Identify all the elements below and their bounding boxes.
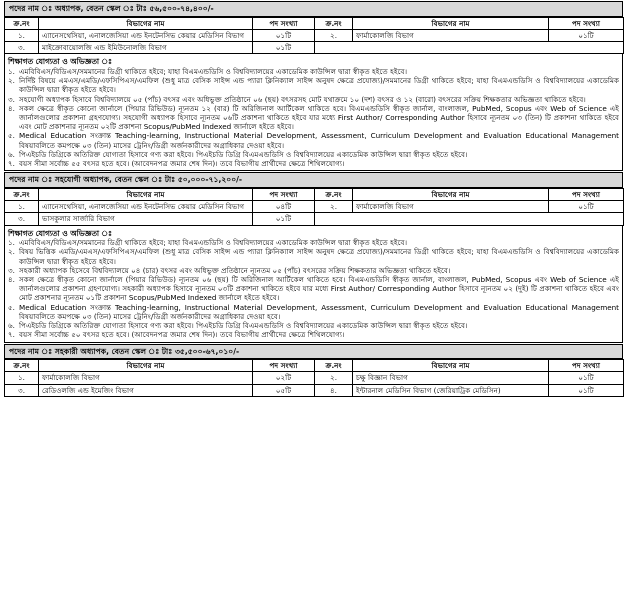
item-text: পিএইচডি ডিগ্রিকে অতিরিক্ত যোগ্যতা হিসাবে গণ্য করা হইবে। পিএইচডি ডিগ্রি বিএমএন্ডডিসি ও বিশ্ববিদ্যালয়ের একাডেমিক কাউন্সিল দ্বারা স্বীকৃত হইতে হইবে। [19, 321, 468, 331]
item-text: সকল ক্ষেত্রে স্বীকৃত কোনো জার্নালে (পিয়ার রিভিউড) ন্যূনতম ১২ (বার) টি অরিজিনাল আর্টিকেল থাকিতে হবে। বিএমএন্ডডিসি স্বীকৃত জার্নাল, বাংলাজল, PubMed, Scopus এবং Web of Science এই জার্নালগুলোর প্রকাশনা গ্রহণযোগ্য। সহযোগী অধ্যাপক হিসাবে ন্যূনতম ০৬টি প্রকাশনা থাকিতে হইবে যার মধ্যে First Author/ Corresponding Author হিসাবে ন্যূনতম ০৩ (তিন) টি প্রকাশনা থাকিতে হইবে এবং মোট প্রকাশনার ন্যূনতম ০২টি প্রকাশনা Scopus/PubMed Indexed জার্নালে হইতে হইবে। [19, 103, 619, 132]
item-text: বয়স সীমা সর্বোচ্চ ৫৫ বৎসর হতে হবে। (আবেদনপত্র জমার শেষ দিন)। তবে বিভাগীয় প্রার্থীদের ক্ষেত্রে শিথিলযোগ্য। [19, 159, 345, 169]
serial-cell: ৩. [5, 42, 39, 54]
department-cell: এ্যানেসথেসিয়া, এনালজেসিয়া এন্ড ইনটেনসিভ কেয়ার মেডিসিন বিভাগ [39, 201, 253, 213]
dept-header: বিভাগের নাম [39, 17, 253, 29]
item-text: এমবিবিএস/বিডিএস/সমমানের ডিগ্রী থাকিতে হইবে; যাহা বিএমএন্ডডিসি ও বিশ্ববিদ্যালয়ের একাডেমিক কাউন্সিল দ্বারা স্বীকৃত হইতে হইবে। [19, 238, 408, 248]
posts-header: পদ সংখ্যা [253, 17, 315, 29]
posts-header: পদ সংখ্যা [253, 360, 315, 372]
posts-cell: ০২টি [253, 372, 315, 384]
table-header-row [5, 17, 624, 29]
department-cell: রেডিওলজি এন্ড ইমেজিং বিভাগ [39, 384, 253, 396]
item-number: ৫. [8, 131, 15, 141]
posts-cell: ০৪টি [253, 201, 315, 213]
department-cell: মাইক্রোবায়োলজি এন্ড ইমিউনোলজি বিভাগ [39, 42, 253, 54]
item-text: Medical Education সংক্রান্ত Teaching-learning, Instructional Material Development, Assessment, Curriculum Development and Evaluation Educational Management বিষয়াবলিতে কমপক্ষে ০৩ (তিন) মাসের ট্রেনিং/ডিগ্রী অর্জনকারীদের অগ্রাধিকার দেওয়া হবে। [19, 302, 619, 321]
dept-header: বিভাগের নাম [353, 360, 549, 372]
sl-header: ক্র.নং [315, 188, 353, 200]
table-header-row [5, 360, 624, 372]
serial-cell: ১. [5, 29, 39, 41]
list-item [8, 159, 619, 168]
qualification-block [4, 54, 623, 171]
dept-header: বিভাগের নাম [353, 17, 549, 29]
post-title: পদের নাম ঃ অধ্যাপক, বেতন স্কেল ঃ টাঃ ৫৬,৫০০-৭৪,৪০০/- [4, 1, 623, 17]
vacancy-table [4, 359, 624, 397]
list-item [8, 104, 619, 132]
item-text: এমবিবিএস/বিডিএস/সমমানের ডিগ্রী থাকিতে হইবে; যাহা বিএমএন্ডডিসি ও বিশ্ববিদ্যালয়ের একাডেমিক কাউন্সিল দ্বারা স্বীকৃত হইতে হইবে। [19, 66, 408, 76]
item-number: ২. [8, 247, 15, 257]
serial-cell: ৩. [5, 213, 39, 225]
item-number: ৭. [8, 330, 15, 340]
item-text: সহকারী অধ্যাপক হিসেবে বিশ্ববিদ্যালয়ে ০৪ (চার) বৎসর এবং অধিভুক্ত প্রতিষ্ঠানে ন্যূনতম ০৫ (পাঁচ) বৎসরের সক্রিয় শিক্ষকতার অভিজ্ঞতা থাকিতে হইবে। [19, 265, 451, 275]
department-cell: এ্যানেসথেসিয়া, এনালজেসিয়া এন্ড ইনটেনসিভ কেয়ার মেডিসিন বিভাগ [39, 29, 253, 41]
serial-cell: ২. [315, 29, 353, 41]
posts-cell: ০৫টি [253, 384, 315, 396]
list-item [8, 67, 619, 76]
posts-header: পদ সংখ্যা [549, 17, 624, 29]
list-item [8, 266, 619, 275]
professor-section [4, 1, 623, 171]
department-cell: ফার্মাকোলজি বিভাগ [39, 372, 253, 384]
dept-header: বিভাগের নাম [353, 188, 549, 200]
serial-cell: ৪. [315, 384, 353, 396]
list-item [8, 131, 619, 149]
item-number: ৩. [8, 265, 15, 275]
associate-professor-section [4, 172, 623, 342]
item-text: সহযোগী অধ্যাপক হিসাবে বিশ্ববিদ্যালয়ে ০৫ (পাঁচ) বৎসর এবং অধিভুক্ত প্রতিষ্ঠানে ০৬ (ছয়) বৎসরসহ মোট যথাক্রমে ১০ (দশ) বৎসর ও ১২ (বারো) বৎসরের সক্রিয় শিক্ষকতার অভিজ্ঞতা থাকিতে হইবে। [19, 94, 586, 104]
sl-header: ক্র.নং [5, 188, 39, 200]
department-cell: ফার্মাকোলজি বিভাগ [353, 201, 549, 213]
serial-cell: ২. [315, 201, 353, 213]
item-text: Medical Education সংক্রান্ত Teaching-learning, Instructional Material Development, Assessment, Curriculum Development and Evaluation Educational Management বিষয়াবলিতে কমপক্ষে ০৩ (তিন) মাসের ট্রেনিং/ডিগ্রী অর্জনকারীদের অগ্রাধিকার দেওয়া হইবে। [19, 131, 619, 150]
qualification-heading: শিক্ষাগত যোগ্যতা ও অভিজ্ঞতা ঃ [8, 57, 112, 67]
serial-cell: ১. [5, 201, 39, 213]
item-text: সকল ক্ষেত্রে স্বীকৃত কোনো জার্নালে (পিয়ার রিভিউড) ন্যূনতম ০৬ (ছয়) টি অরিজিনাল আর্টিকেল থাকিতে হবে। বিএমএন্ডডিসি স্বীকৃত জার্নাল, বাংলাজল, PubMed, Scopus এবং Web of Science এই জার্নালগুলোর প্রকাশনা গ্রহণযোগ্য। সহকারী অধ্যাপক হিসাবে ন্যূনতম ০৩টি প্রকাশনা থাকিতে হইবে যার মধ্যে First Author/ Corresponding Author হিসাবে ন্যূনতম ০২ (দুই) টি প্রকাশনা থাকিতে হইবে এবং মোট প্রকাশনার ন্যূনতম ০১টি প্রকাশনা Scopus/PubMed Indexed জার্নালে হইতে হইবে। [19, 274, 619, 303]
qualification-block [4, 226, 623, 343]
item-number: ৬. [8, 321, 15, 331]
item-number: ৫. [8, 302, 15, 312]
post-title: পদের নাম ঃ সহযোগী অধ্যাপক, বেতন স্কেল ঃ টাঃ ৫০,০০০-৭১,২০০/- [4, 172, 623, 188]
list-item [8, 95, 619, 104]
empty-cell [315, 42, 624, 54]
item-text: পিএইচডি ডিগ্রিকে অতিরিক্ত যোগ্যতা হিসাবে গণ্য করা হইবে। পিএইচডি ডিগ্রি বিএমএন্ডডিসি ও বিশ্ববিদ্যালয়ের একাডেমিক কাউন্সিল দ্বারা স্বীকৃত হইতে হইবে। [19, 149, 468, 159]
sl-header: ক্র.নং [315, 360, 353, 372]
list-item [8, 321, 619, 330]
department-cell: ইন্টারনাল মেডিসিন বিভাগ (জেরিয়াট্রিক মেডিসিন) [353, 384, 549, 396]
item-number: ১. [8, 238, 15, 248]
empty-cell [315, 213, 624, 225]
list-item [8, 330, 619, 339]
item-text: বয়স সীমা সর্বোচ্চ ৫০ বৎসর হতে হবে। (আবেদনপত্র জমার শেষ দিন)। তবে বিভাগীয় প্রার্থীদের ক্ষেত্রে শিথিলযোগ্য। [19, 330, 345, 340]
sl-header: ক্র.নং [5, 17, 39, 29]
department-cell: চক্ষু বিজ্ঞান বিভাগ [353, 372, 549, 384]
item-text: নির্দিষ্ট বিষয়ে এমএস/এমডি/এফসিপিএস/এমফিল (শুধু মাত্র বেসিক সাইন্স এন্ড প্যারা ক্লিনিক্যাল সাইন্স অনুষদ ক্ষেত্রে প্রযোজ্য)/সমমানের ডিগ্রী থাকিতে হইবে; যাহা বিএমএন্ডডিসি ও বিশ্ববিদ্যালয়ের একাডেমিক কাউন্সিল দ্বারা স্বীকৃত হইতে হইবে। [19, 76, 619, 95]
list-item [8, 150, 619, 159]
list-item [8, 238, 619, 247]
sl-header: ক্র.নং [315, 17, 353, 29]
serial-cell: ৩. [5, 384, 39, 396]
item-number: ২. [8, 76, 15, 86]
item-number: ৩. [8, 94, 15, 104]
table-row [5, 213, 624, 225]
posts-cell: ০১টি [549, 384, 624, 396]
vacancy-table [4, 188, 624, 226]
job-circular-page [4, 1, 623, 397]
serial-cell: ১. [5, 372, 39, 384]
vacancy-table [4, 17, 624, 55]
post-title: পদের নাম ঃ সহকারী অধ্যাপক, বেতন স্কেল ঃ টাঃ ৩৫,৫০০-৬৭,০১০/- [4, 344, 623, 360]
table-row [5, 42, 624, 54]
qualification-heading: শিক্ষাগত যোগ্যতা ও অভিজ্ঞতা ঃ [8, 228, 112, 238]
dept-header: বিভাগের নাম [39, 188, 253, 200]
item-number: ১. [8, 66, 15, 76]
item-number: ৪. [8, 103, 15, 113]
posts-cell: ০১টি [253, 29, 315, 41]
list-item [8, 76, 619, 94]
posts-cell: ০১টি [253, 42, 315, 54]
posts-header: পদ সংখ্যা [549, 360, 624, 372]
serial-cell: ২. [315, 372, 353, 384]
table-row [5, 201, 624, 213]
department-cell: ভাসকুলার সার্জারি বিভাগ [39, 213, 253, 225]
department-cell: ফার্মাকোলজি বিভাগ [353, 29, 549, 41]
posts-header: পদ সংখ্যা [253, 188, 315, 200]
sl-header: ক্র.নং [5, 360, 39, 372]
list-item [8, 275, 619, 303]
table-row [5, 384, 624, 396]
item-number: ৭. [8, 159, 15, 169]
item-text: বিষয় ভিত্তিক এমডি/এমএস/এফসিপিএস/এমফিল (শুধু মাত্র বেসিক সাইন্স এন্ড প্যারা ক্লিনিক্যাল সাইন্স অনুষদ ক্ষেত্রে প্রযোজ্য)/সমমানের ডিগ্রী থাকিতে হইবে; যাহা বিএমএন্ডডিসি ও বিশ্ববিদ্যালয়ের একাডেমিক কাউন্সিল দ্বারা স্বীকৃত হইতে হইবে। [19, 247, 619, 266]
table-row [5, 29, 624, 41]
item-number: ৪. [8, 274, 15, 284]
item-number: ৬. [8, 149, 15, 159]
posts-cell: ০১টি [253, 213, 315, 225]
table-row [5, 372, 624, 384]
list-item [8, 303, 619, 321]
dept-header: বিভাগের নাম [39, 360, 253, 372]
posts-cell: ০১টি [549, 372, 624, 384]
list-item [8, 247, 619, 265]
posts-cell: ০১টি [549, 29, 624, 41]
assistant-professor-section [4, 344, 623, 397]
posts-cell: ০১টি [549, 201, 624, 213]
posts-header: পদ সংখ্যা [549, 188, 624, 200]
table-header-row [5, 188, 624, 200]
